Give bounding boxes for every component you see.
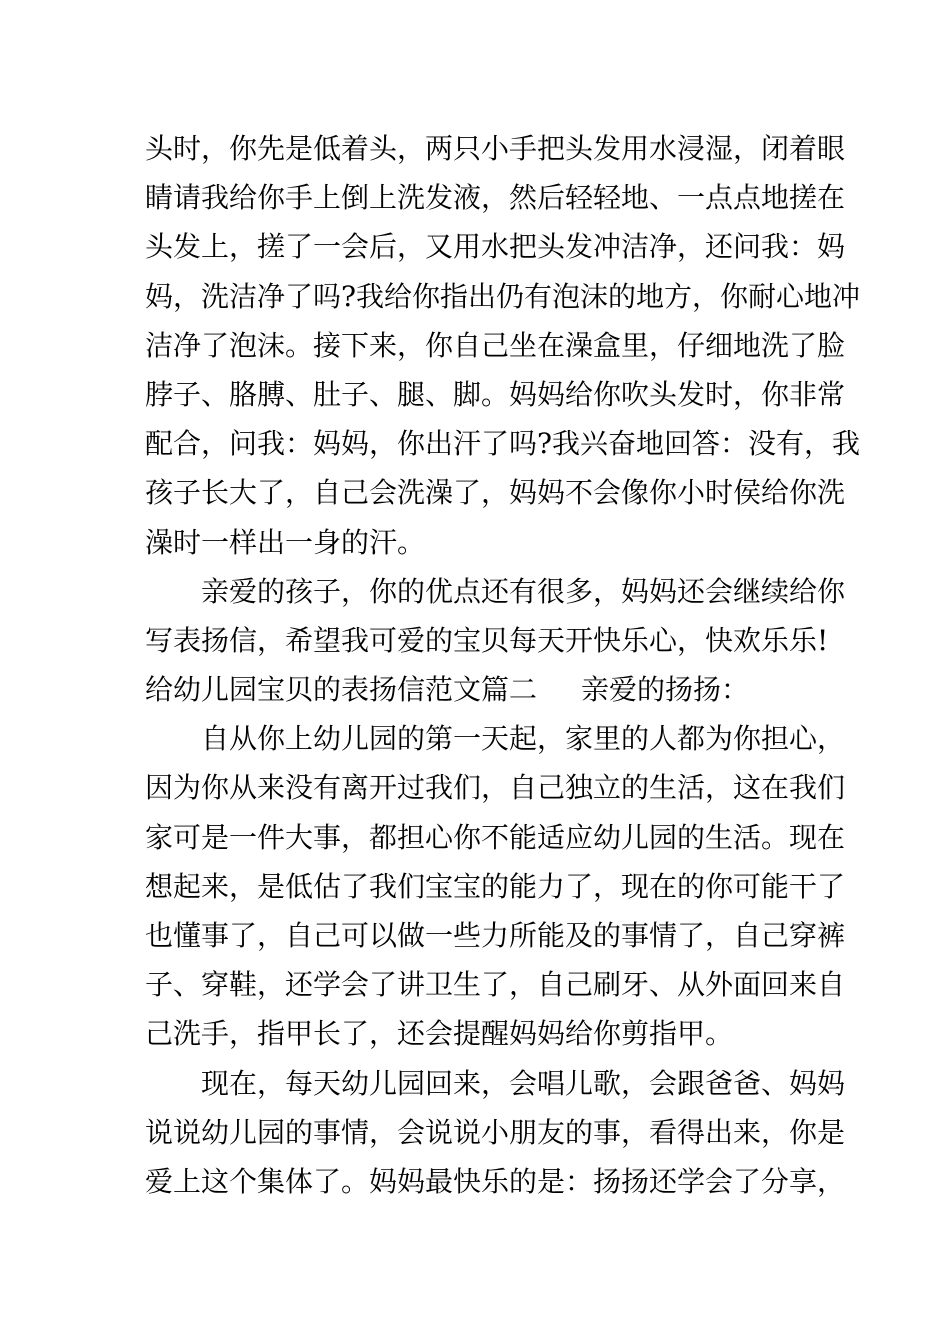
text-line: 妈，洗洁净了吗?我给你指出仍有泡沫的地方，你耐心地冲 [145,279,861,313]
text-line: 己洗手，指甲长了，还会提醒妈妈给你剪指甲。 [145,1017,734,1051]
text-line: 睛请我给你手上倒上洗发液，然后轻轻地、一点点地搓在 [145,181,846,215]
text-line: 家可是一件大事，都担心你不能适应幼儿园的生活。现在 [145,820,846,854]
text-line: 洁净了泡沫。接下来，你自己坐在澡盒里，仔细地洗了脸 [145,328,846,362]
paragraph-4 [145,1059,846,1207]
salutation: 亲爱的扬扬： [581,673,750,707]
paragraph-2 [145,567,846,665]
text-line: 爱上这个集体了。妈妈最快乐的是：扬扬还学会了分享， [145,1164,846,1198]
text-line: 子、穿鞋，还学会了讲卫生了，自己刷牙、从外面回来自 [145,968,846,1002]
text-line: 想起来，是低估了我们宝宝的能力了，现在的你可能干了 [145,869,846,903]
text-line: 头发上，搓了一会后，又用水把头发冲洁净，还问我：妈 [145,230,846,264]
paragraph-1 [145,124,861,567]
text-line: 写表扬信，希望我可爱的宝贝每天开快乐心，快欢乐乐! [145,623,829,657]
text-line: 因为你从来没有离开过我们，自己独立的生活，这在我们 [145,771,846,805]
section-heading [145,665,810,714]
text-line: 孩子长大了，自己会洗澡了，妈妈不会像你小时侯给你洗 [145,476,846,510]
text-line: 头时，你先是低着头，两只小手把头发用水浸湿，闭着眼 [145,132,846,165]
text-line: 自从你上幼儿园的第一天起，家里的人都为你担心， [201,722,846,756]
text-line: 脖子、胳膊、肚子、腿、脚。妈妈给你吹头发时，你非常 [145,377,846,411]
text-line: 现在，每天幼儿园回来，会唱儿歌，会跟爸爸、妈妈 [201,1066,846,1100]
text-line: 澡时一样出一身的汗。 [145,525,426,559]
text-line: 说说幼儿园的事情，会说说小朋友的事，看得出来，你是 [145,1115,846,1149]
text-line: 配合，问我：妈妈，你出汗了吗?我兴奋地回答：没有，我 [145,427,861,461]
paragraph-3 [145,714,846,1058]
text-line: 亲爱的孩子，你的优点还有很多，妈妈还会继续给你 [201,574,846,608]
document-body [145,124,861,1206]
section-title: 给幼儿园宝贝的表扬信范文篇二 [145,673,538,707]
text-line: 也懂事了，自己可以做一些力所能及的事情了，自己穿裤 [145,919,846,952]
